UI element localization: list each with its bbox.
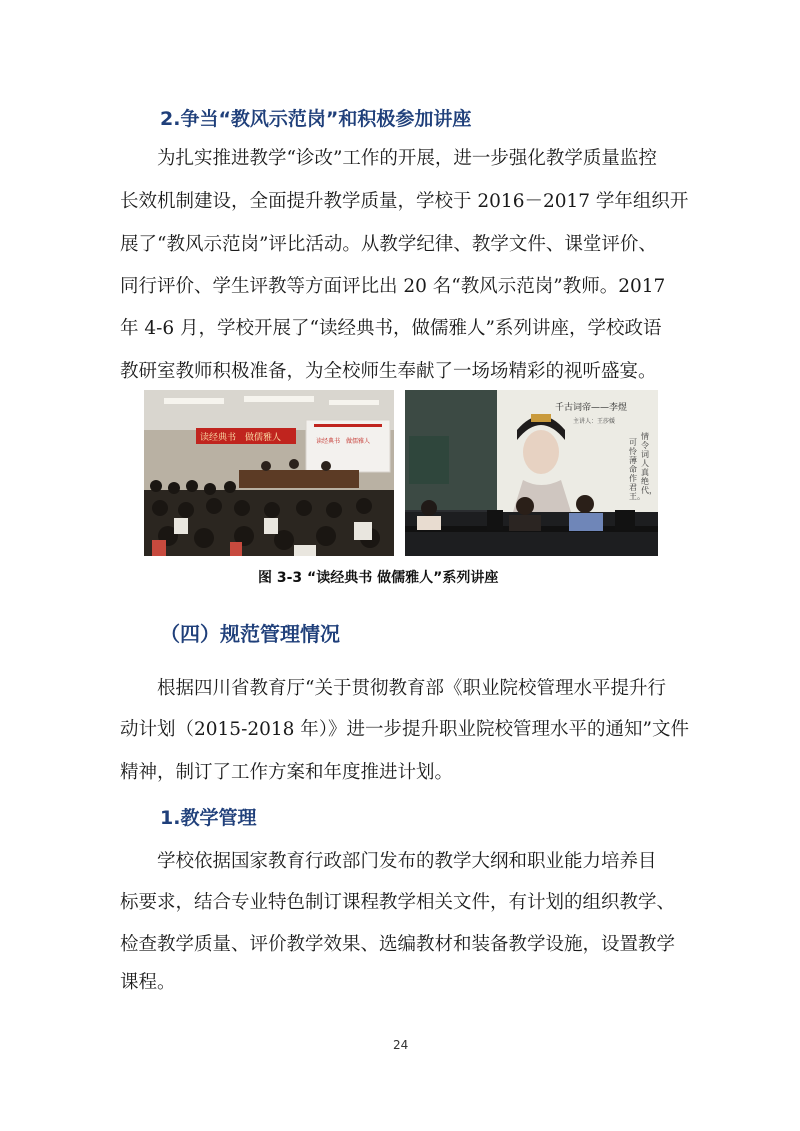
section-heading-4: （四）规范管理情况 bbox=[160, 622, 340, 646]
screen-speaker: 主讲人：王莎媛 bbox=[573, 418, 616, 425]
paragraph-line: 年 4-6 月，学校开展了“读经典书，做儒雅人”系列讲座，学校政语 bbox=[120, 318, 662, 339]
paragraph-line: 根据四川省教育厅“关于贯彻教育部《职业院校管理水平提升行 bbox=[120, 678, 666, 699]
section-heading-2: 2.争当“教风示范岗”和积极参加讲座 bbox=[160, 108, 472, 130]
paragraph-line: 展了“教风示范岗”评比活动。从教学纪律、教学文件、课堂评价、 bbox=[120, 234, 657, 255]
lecture-stage-photo bbox=[405, 390, 658, 556]
screen-text: 读经典书 做儒雅人 bbox=[316, 438, 371, 445]
subsection-heading-1: 1.教学管理 bbox=[160, 807, 257, 829]
page-number: 24 bbox=[393, 1038, 409, 1052]
paragraph-line: 课程。 bbox=[120, 972, 176, 993]
banner-text: 读经典书 做儒雅人 bbox=[200, 433, 282, 443]
paragraph-line: 学校依据国家教育行政部门发布的教学大纲和职业能力培养目 bbox=[120, 851, 657, 872]
screen-verse: 可怜薄命作君王。 bbox=[629, 438, 645, 501]
paragraph-line: 检查教学质量、评价教学效果、选编教材和装备教学设施，设置教学 bbox=[120, 934, 676, 955]
paragraph-line: 动计划（2015-2018 年）》进一步提升职业院校管理水平的通知”文件 bbox=[120, 719, 690, 740]
figure-caption: 图 3-3 “读经典书 做儒雅人”系列讲座 bbox=[258, 570, 499, 586]
paragraph-line: 长效机制建设，全面提升教学质量，学校于 2016－2017 学年组织开 bbox=[120, 191, 689, 212]
screen-verse: 情令词人真绝代， bbox=[641, 432, 657, 495]
paragraph-line: 同行评价、学生评教等方面评比出 20 名“教风示范岗”教师。2017 bbox=[120, 276, 666, 297]
paragraph-line: 为扎实推进教学“诊改”工作的开展，进一步强化教学质量监控 bbox=[120, 148, 657, 169]
screen-title: 千古词帝——李煜 bbox=[555, 403, 628, 413]
paragraph-line: 教研室教师积极准备，为全校师生奉献了一场场精彩的视听盛宴。 bbox=[120, 361, 657, 382]
lecture-stage-illustration bbox=[405, 390, 658, 556]
paragraph-line: 标要求，结合专业特色制订课程教学相关文件，有计划的组织教学、 bbox=[120, 892, 676, 913]
lecture-hall-illustration bbox=[144, 390, 394, 556]
paragraph-line: 精神，制订了工作方案和年度推进计划。 bbox=[120, 762, 454, 783]
lecture-hall-photo bbox=[144, 390, 394, 556]
